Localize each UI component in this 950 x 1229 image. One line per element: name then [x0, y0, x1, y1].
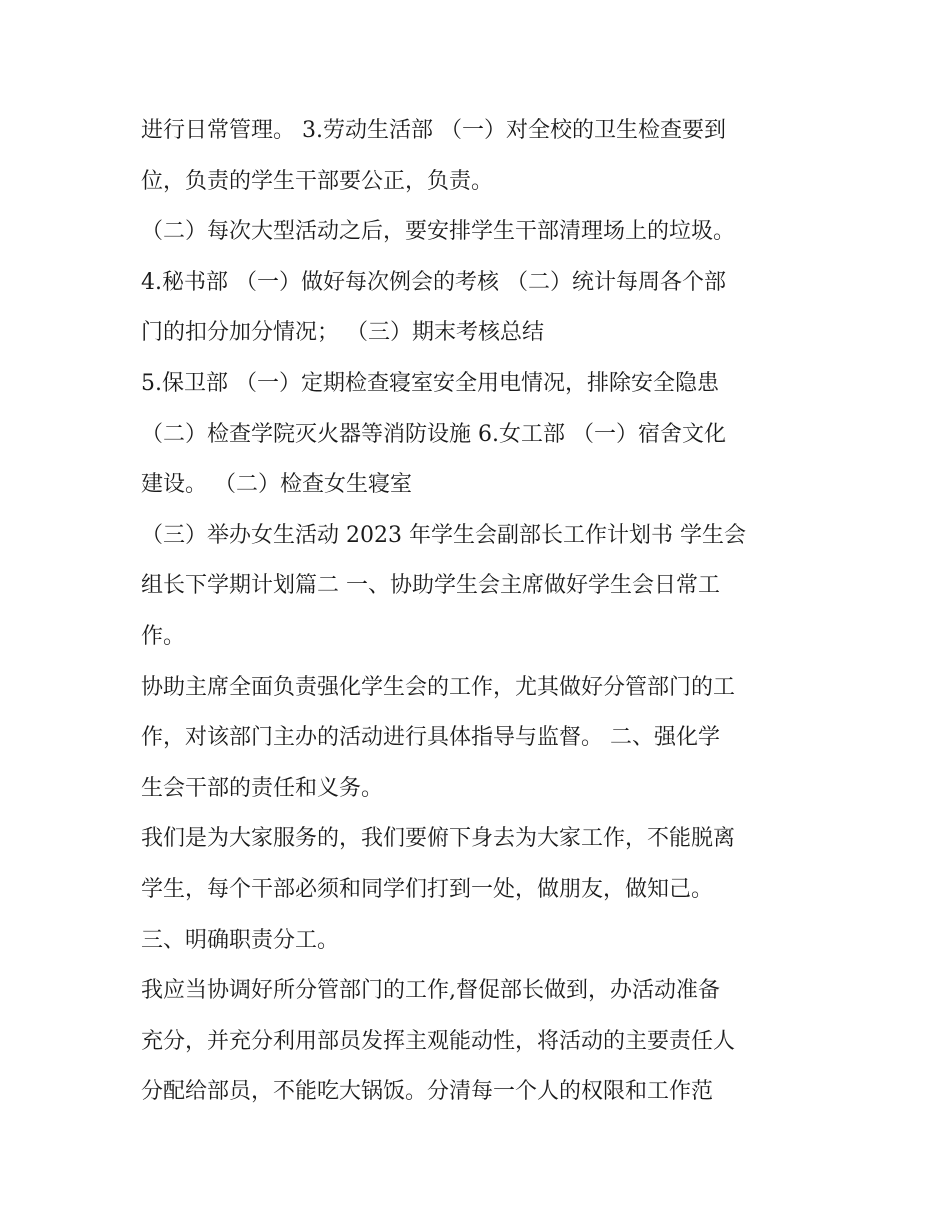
- text-line: 学生，每个干部必须和同学们打到一处，做朋友，做知己。: [141, 876, 714, 902]
- document-body: [141, 106, 841, 1118]
- text-line: 进行日常管理。 3.劳动生活部 （一）对全校的卫生检查要到: [141, 118, 726, 143]
- text-line: 充分，并充分利用部员发挥主观能动性，将活动的主要责任人: [141, 1028, 736, 1054]
- text-line: （二）检查学院灭火器等消防设施 6.女工部 （一）宿舍文化: [141, 421, 726, 447]
- text-line: 作。: [141, 623, 186, 649]
- text-line: 分配给部员，不能吃大锅饭。分清每一个人的权限和工作范: [141, 1079, 714, 1105]
- text-line: （三）举办女生活动 2023 年学生会副部长工作计划书 学生会: [141, 522, 746, 548]
- text-line: 协助主席全面负责强化学生会的工作，尤其做好分管部门的工: [141, 674, 736, 700]
- text-line: 门的扣分加分情况； （三）期末考核总结: [141, 320, 544, 346]
- text-line: （二）每次大型活动之后，要安排学生干部清理场上的垃圾。: [141, 219, 736, 245]
- text-line: 4.秘书部 （一）做好每次例会的考核 （二）统计每周各个部: [141, 269, 726, 295]
- text-line: 我应当协调好所分管部门的工作,督促部长做到，办活动准备: [141, 978, 720, 1004]
- text-line: 组长下学期计划篇二 一、协助学生会主席做好学生会日常工: [141, 573, 720, 599]
- text-line: 作，对该部门主办的活动进行具体指导与监督。 二、强化学: [141, 725, 720, 751]
- text-line: 5.保卫部 （一）定期检查寝室安全用电情况，排除安全隐患: [141, 370, 719, 396]
- text-line: 生会干部的责任和义务。: [141, 775, 384, 801]
- text-line: 三、明确职责分工。: [141, 927, 340, 953]
- text-line: 位，负责的学生干部要公正，负责。: [141, 168, 494, 194]
- text-line: 建设。 （二）检查女生寝室: [141, 472, 412, 498]
- text-line: 我们是为大家服务的，我们要俯下身去为大家工作，不能脱离: [141, 826, 736, 852]
